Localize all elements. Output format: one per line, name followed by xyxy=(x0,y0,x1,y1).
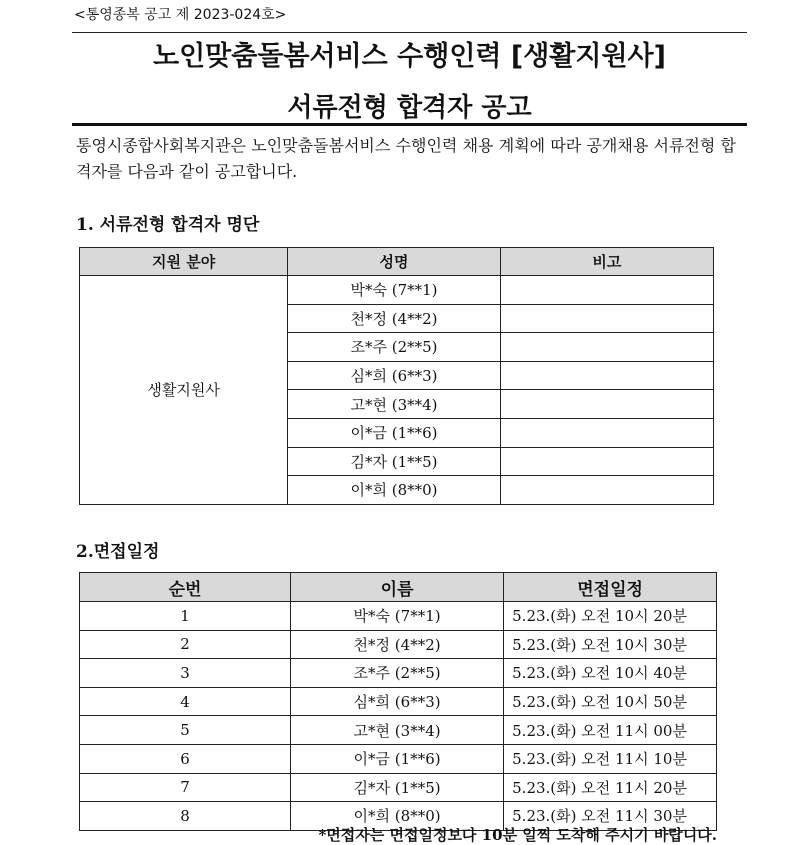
number-cell: 3 xyxy=(80,659,291,688)
table-row xyxy=(80,630,717,659)
number-cell: 8 xyxy=(80,802,291,831)
table-row xyxy=(80,687,717,716)
header-name: 성명 xyxy=(288,248,500,276)
name-cell: 고*현 (3**4) xyxy=(291,716,504,745)
header-number: 순번 xyxy=(80,573,291,602)
schedule-cell: 5.23.(화) 오전 10시 40분 xyxy=(504,659,717,688)
number-cell: 7 xyxy=(80,773,291,802)
name-cell: 박*숙 (7**1) xyxy=(291,602,504,631)
note-cell xyxy=(500,304,713,333)
table-row xyxy=(80,276,714,305)
table-header-row xyxy=(80,573,717,602)
header-name: 이름 xyxy=(291,573,504,602)
passer-table xyxy=(79,247,714,505)
number-cell: 5 xyxy=(80,716,291,745)
schedule-cell: 5.23.(화) 오전 10시 50분 xyxy=(504,687,717,716)
section2-title: 2.면접일정 xyxy=(76,542,160,562)
name-cell: 심*희 (6**3) xyxy=(291,687,504,716)
name-cell: 천*정 (4**2) xyxy=(291,630,504,659)
header-note: 비고 xyxy=(500,248,713,276)
note-cell xyxy=(500,361,713,390)
table-row xyxy=(80,659,717,688)
name-cell: 박*숙 (7**1) xyxy=(288,276,500,305)
table-row xyxy=(80,716,717,745)
note-cell xyxy=(500,418,713,447)
header-field: 지원 분야 xyxy=(80,248,288,276)
schedule-cell: 5.23.(화) 오전 10시 30분 xyxy=(504,630,717,659)
number-cell: 6 xyxy=(80,744,291,773)
name-cell: 천*정 (4**2) xyxy=(288,304,500,333)
name-cell: 이*희 (8**0) xyxy=(291,802,504,831)
name-cell: 조*주 (2**5) xyxy=(291,659,504,688)
note-cell xyxy=(500,333,713,362)
page-title: 노인맞춤돌봄서비스 수행인력 [생활지원사] xyxy=(153,41,666,72)
name-cell: 고*현 (3**4) xyxy=(288,390,500,419)
number-cell: 2 xyxy=(80,630,291,659)
footnote: *면접자는 면접일정보다 10분 일찍 도착해 주시기 바랍니다. xyxy=(318,826,717,844)
top-divider xyxy=(72,32,747,33)
schedule-cell: 5.23.(화) 오전 11시 20분 xyxy=(504,773,717,802)
table-row xyxy=(80,744,717,773)
schedule-cell: 5.23.(화) 오전 10시 20분 xyxy=(504,602,717,631)
number-cell: 1 xyxy=(80,602,291,631)
name-cell: 심*희 (6**3) xyxy=(288,361,500,390)
name-cell: 김*자 (1**5) xyxy=(291,773,504,802)
note-cell xyxy=(500,276,713,305)
table-row xyxy=(80,773,717,802)
note-cell xyxy=(500,476,713,505)
interview-schedule-table xyxy=(79,572,717,831)
title-divider xyxy=(72,123,747,126)
intro-paragraph: 통영시종합사회복지관은 노인맞춤돌봄서비스 수행인력 채용 계획에 따라 공개채용 서류전형 합격자를 다음과 같이 공고합니다. xyxy=(76,136,736,181)
table-row xyxy=(80,602,717,631)
page-subtitle: 서류전형 합격자 공고 xyxy=(287,93,532,123)
name-cell: 이*금 (1**6) xyxy=(291,744,504,773)
notice-number: <통영종복 공고 제 2023-024호> xyxy=(74,7,287,23)
name-cell: 조*주 (2**5) xyxy=(288,333,500,362)
schedule-cell: 5.23.(화) 오전 11시 00분 xyxy=(504,716,717,745)
header-schedule: 면접일정 xyxy=(504,573,717,602)
schedule-cell: 5.23.(화) 오전 11시 30분 xyxy=(504,802,717,831)
name-cell: 김*자 (1**5) xyxy=(288,447,500,476)
number-cell: 4 xyxy=(80,687,291,716)
field-cell: 생활지원사 xyxy=(80,276,288,505)
name-cell: 이*희 (8**0) xyxy=(288,476,500,505)
section1-title: 1. 서류전형 합격자 명단 xyxy=(76,215,260,235)
schedule-cell: 5.23.(화) 오전 11시 10분 xyxy=(504,744,717,773)
table-header-row xyxy=(80,248,714,276)
name-cell: 이*금 (1**6) xyxy=(288,418,500,447)
note-cell xyxy=(500,390,713,419)
note-cell xyxy=(500,447,713,476)
